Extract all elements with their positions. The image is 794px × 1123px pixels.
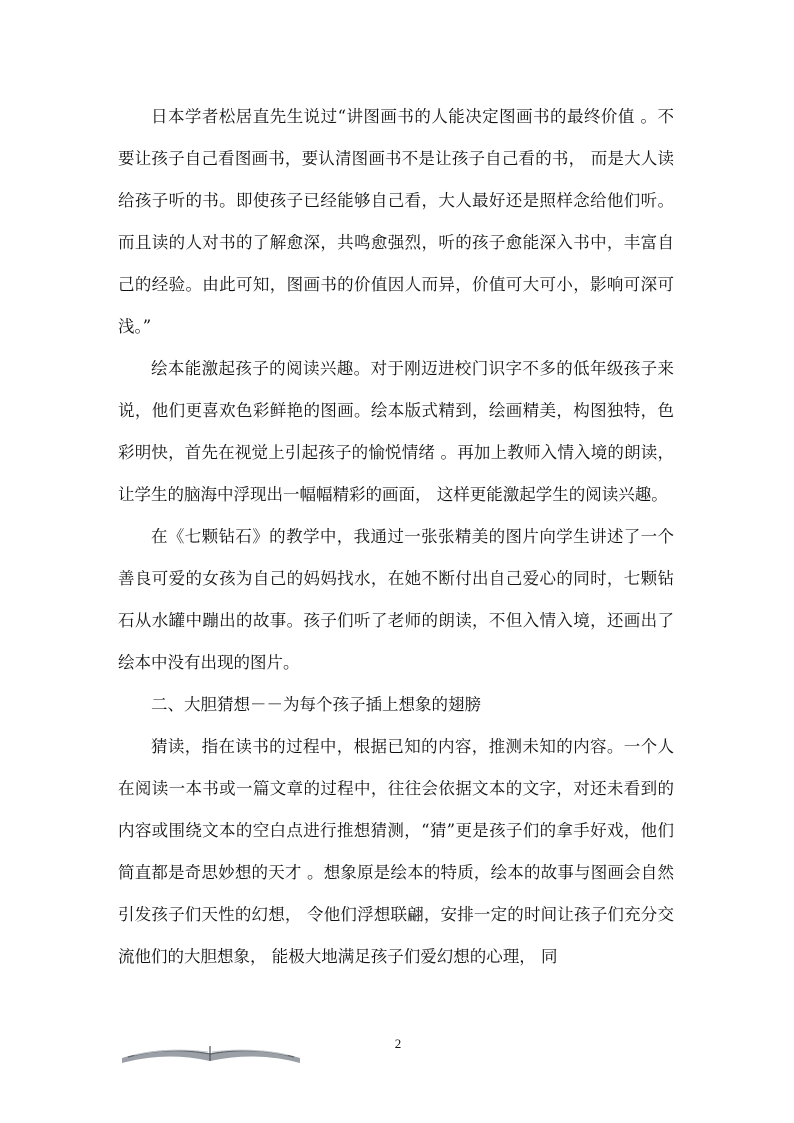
body-text bbox=[118, 96, 674, 978]
section-heading: 二、大胆猜想－－为每个孩子插上想象的翅膀 bbox=[151, 695, 481, 714]
paragraph-2: 绘本能激起孩子的阅读兴趣。对于刚迈进校门识字不多的低年级孩子来说，他们更喜欢色彩鲜艳的图画。绘本版式精到，绘画精美，构图独特，色彩明快，首先在视觉上引起孩子的愉悦情绪 。再加上教师入情入境的朗读，让学生的脑海中浮现出一幅幅精彩的画面， 这样更能激起学生的阅读兴趣。 bbox=[118, 359, 674, 504]
page-number: 2 bbox=[394, 1036, 402, 1051]
paragraph-4: 猜读，指在读书的过程中，根据已知的内容，推测未知的内容。一个人在阅读一本书或一篇文章的过程中，往往会依据文本的文字，对还未看到的内容或围绕文本的空白点进行推想猜测，“猜”更是孩子们的拿手好戏，他们简直都是奇思妙想的天才 。想象原是绘本的特质，绘本的故事与图画会自然引发孩子们天性的幻想， 令他们浮想联翩，安排一定的时间让孩子们充分交流他们的大胆想象， 能极大地满足孩子们爱幻想的心理， 同 bbox=[118, 737, 674, 966]
paragraph-1: 日本学者松居直先生说过“讲图画书的人能决定图画书的最终价值 。不要让孩子自己看图画书，要认清图画书不是让孩子自己看的书， 而是大人读给孩子听的书。即使孩子已经能够自己看，大人最好还是照样念给他们听。而且读的人对书的了解愈深，共鸣愈强烈，听的孩子愈能深入书中，丰富自己的经验。由此可知，图画书的价值因人而异，价值可大可小，影响可深可浅。” bbox=[118, 107, 674, 336]
paragraph-3: 在《七颗钻石》的教学中，我通过一张张精美的图片向学生讲述了一个善良可爱的女孩为自己的妈妈找水，在她不断付出自己爱心的同时，七颗钻石从水罐中蹦出的故事。孩子们听了老师的朗读，不但入情入境，还画出了绘本中没有出现的图片。 bbox=[118, 527, 674, 672]
open-book-icon bbox=[118, 1036, 304, 1066]
